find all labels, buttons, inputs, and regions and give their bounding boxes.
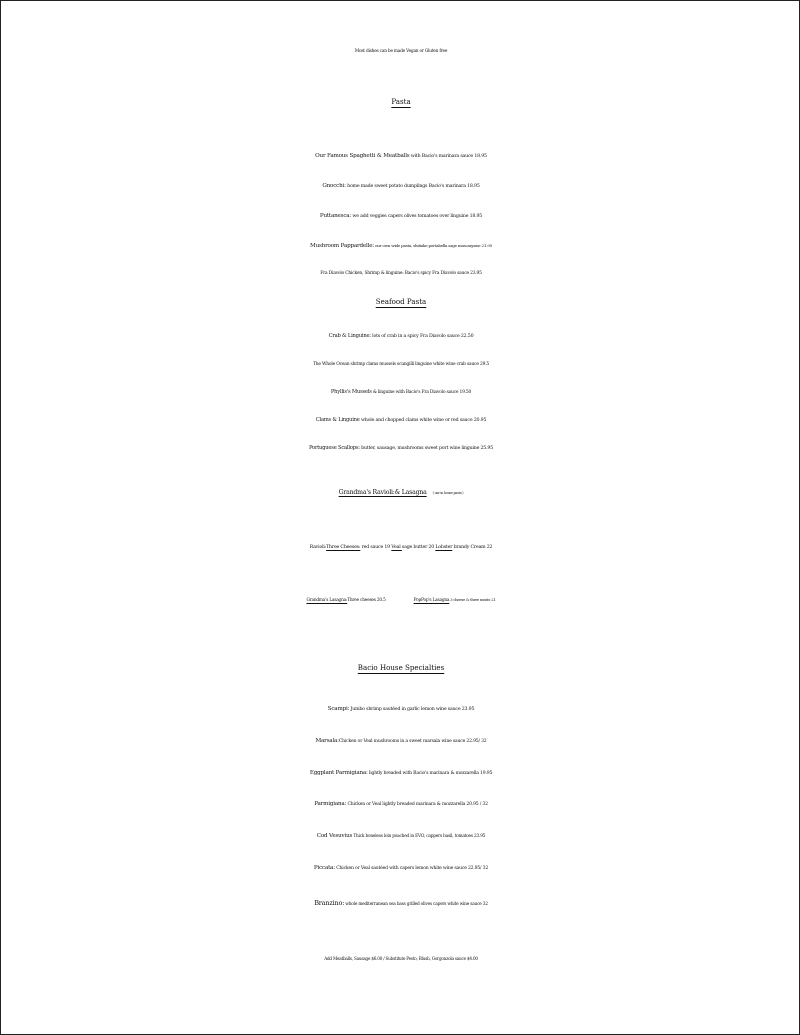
dish-name: The Whole Ocean [312, 362, 350, 367]
dish-desc: butter, sausage, mushrooms sweet port wine linguine 25.95 [359, 446, 494, 451]
menu-item [1, 243, 800, 249]
add-ons-note: Add Meatballs, Sausage $6.00 / Substitute Pesto, Blush, Gorgonzola sauce $4.00 [324, 956, 478, 961]
dish-name: Portuguese Scallops: [308, 445, 360, 451]
menu-item [1, 213, 800, 219]
dish-name: Piccata: [313, 865, 335, 871]
specialties-heading: Bacio House Specialties [357, 663, 445, 672]
dish-name: Cod Vesuvius [316, 833, 353, 839]
dish-name: Crab & Linguine: [328, 333, 371, 339]
menu-item [1, 362, 800, 367]
dish-desc: Thick boneless loin poached in EVO, cappers basil, tomatoes 23.95 [352, 834, 486, 839]
poppop-lasagna-desc: 3 cheese & three meats 21 [449, 598, 496, 602]
dish-desc: home made sweet potato dumplings Bacio's marinara 18.95 [345, 184, 480, 189]
seafood-heading: Seafood Pasta [375, 297, 427, 306]
dish-name: Marsala: [315, 738, 339, 744]
dish-desc: whole and chopped clams white wine or red sauce 20.95 [359, 418, 487, 423]
dish-name: Clams & Linguine [315, 417, 360, 423]
menu-item [1, 865, 800, 871]
lasagna-row [1, 598, 800, 603]
dietary-note: Most dishes can be made Vegan or Gluten free [354, 49, 448, 54]
dish-desc: Chicken or Veal mushrooms in a sweet marsala wine sauce 22.95/ 32 [338, 739, 487, 744]
three-cheeses-label: Three Cheeses: [326, 545, 361, 550]
veal-label: Veal [391, 545, 402, 550]
dish-desc: Jumbo shrimp sautéed in garlic lemon wine sauce 23.95 [349, 707, 475, 712]
menu-item [1, 417, 800, 423]
three-cheeses-desc: red sauce 19 [360, 545, 392, 550]
menu-item [1, 738, 800, 744]
dish-desc: Chicken or Veal sautéed with capers lemon white wine sauce 22.95/ 32 [335, 866, 489, 871]
dish-name: Fra Diavolo Chicken, Shrimp & linguine: [320, 271, 404, 276]
dish-desc: Chicken or Veal lightly breaded marinara & mozzarella 20.95 / 32 [346, 802, 488, 807]
menu-item [1, 899, 800, 907]
poppop-lasagna-label: PopPop's Lasagna [413, 598, 450, 603]
menu-item [1, 271, 800, 276]
dish-name: Branzino: [314, 899, 345, 907]
dish-name: Phyllis's Mussels [330, 389, 372, 395]
dish-name: Eggplant Parmigiana: [309, 770, 368, 776]
ravioli-label: Ravioli: [309, 545, 327, 550]
menu-item [1, 445, 800, 451]
dish-desc: shrimp clams mussels scungilli linguine white wine crab sauce 29.5 [349, 362, 490, 367]
lobster-label: Lobster [435, 545, 453, 550]
dish-name: Mushroom Pappardelle: [310, 243, 374, 249]
menu-item [1, 833, 800, 839]
ravioli-heading: Grandma's Ravioli:& Lasagna [338, 489, 427, 496]
dish-desc: our own wide pasta, shiitake portabella sage mascarpone 21.95 [374, 243, 492, 248]
dish-name: Our Famous Spaghetti & Meatballs [315, 153, 410, 159]
menu-item [1, 389, 800, 395]
menu-item [1, 183, 800, 189]
dish-desc: & linguine with Bacio's Fra Diavolo sauce 19.50 [371, 390, 472, 395]
dish-name: Puttanesca: [319, 213, 352, 219]
dish-desc: lots of crab in a spicy Fra Diavolo sauce 22.50 [370, 334, 474, 339]
ravioli-row [1, 545, 800, 550]
menu-item [1, 706, 800, 712]
in-house-note: ( our in house pasta ) [432, 491, 464, 495]
dish-name: Gnocchi: [322, 183, 346, 189]
menu-item [1, 770, 800, 776]
menu-item [1, 153, 800, 159]
grandmas-lasagna-desc: Three cheeses 20.5 [347, 598, 386, 603]
dish-desc: with Bacio's marinara sauce 18.95 [409, 154, 487, 159]
dish-desc: lightly breaded with Bacio's marinara & mozzarella 19.95 [367, 771, 493, 776]
pasta-heading: Pasta [391, 97, 411, 106]
ravioli-heading-row [1, 489, 800, 496]
dish-name: Scampi: [327, 706, 350, 712]
menu-item [1, 801, 800, 807]
menu-item [1, 333, 800, 339]
dish-desc: we add veggies capers olives tomatoes over linguine 18.95 [351, 214, 483, 219]
dish-desc: Bacio's spicy Fra Diavolo sauce 23.95 [403, 271, 482, 276]
grandmas-lasagna-label: Grandma's Lasagna: [306, 598, 348, 603]
dish-desc: whole mediterranean sea bass grilled olives capers white wine sauce 32 [344, 902, 488, 907]
veal-desc: sage butter 20 [401, 545, 436, 550]
lobster-desc: brandy Cream 22 [452, 545, 493, 550]
dish-name: Parmigiana: [314, 801, 347, 807]
